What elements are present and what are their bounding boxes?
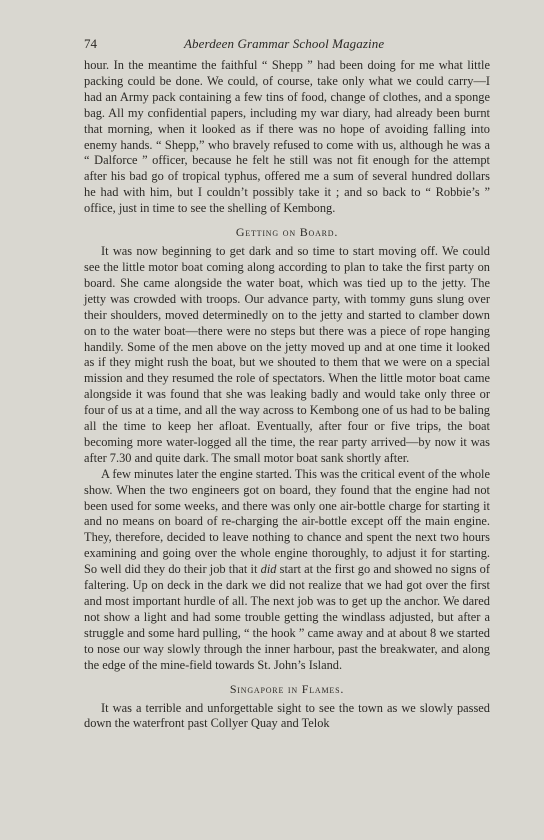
paragraph-1: hour. In the meantime the faithful “ Shepp ” had been doing for me what little packing could be done. We could, of course, take only what we could carry—I had an Army pack containing a few tins of food, change of clothes, and a sponge bag. All my confidential papers, including my war diary, had already been burnt that morning, when it looked as if there was no hope of avoiding falling into enemy hands. “ Shepp,” who bravely refused to come with us, although he was a “ Dalforce ” officer, because he felt he still was not fit enough for the attempt after his bad go of tropical typhus, offered me a sum of several hundred dollars he had with him, but I couldn’t possibly take it ; and so back to “ Robbie’s ” office, just in time to see the shelling of Kembong. [84, 58, 490, 216]
paragraph-3 [84, 467, 490, 674]
paragraph-3-text-a: A few minutes later the engine started. This was the critical event of the whole show. When the two engineers got on board, they found that the engine had not been used for some weeks, and there was only one air-bottle charge for starting it and no means on board of re-charging the air-bottle except off the main engine. They, therefore, decided to leave nothing to chance and spent the next two hours examining and going over the whole engine thoroughly, to adjust it for starting. So well did they do their job that it [84, 466, 490, 577]
paragraph-4: It was a terrible and unforgettable sight to see the town as we slowly passed down the waterfront past Collyer Quay and Telok [84, 700, 490, 731]
page-number: 74 [84, 36, 97, 51]
page-header [84, 36, 490, 54]
section-heading-getting-on-board: Getting on Board. [235, 225, 339, 240]
section-heading-singapore-in-flames: Singapore in Flames. [229, 681, 345, 696]
paragraph-3-text-b: start at the first go and showed no signs of faltering. Up on deck in the dark we did not realize that we had got over the first and most important hurdle of all. The next job was to get up the anchor. We dared not show a light and had some trouble getting the windlass adjusted, but after a struggle and some hard pulling, “ the hook ” came away and at about 8 we started to nose our way slowly through the inner harbour, past the breakwater, and along the edge of the mine-field towards St. John’s Island. [84, 562, 490, 672]
paragraph-2: It was now beginning to get dark and so time to start moving off. We could see the little motor boat coming along according to plan to take the first party on board. She came alongside the water boat, which was tied up to the jetty. The jetty was crowded with troops. Our advance party, with tommy guns slung over their shoulders, moved determinedly on to the jetty and started to clamber down on to the water boat—there were no steps but there was a piece of rope hanging handily. Some of the men above on the jetty moved up and at one time it looked as if they might rush the boat, but we shouted to them that we were on a special mission and they resumed the role of spectators. When the little motor boat came alongside it was found that she was leaking badly and would take only three or four of us at a time, and all the way across to Kembong one of us had to be baling all the time to keep her afloat. Eventually, after four or five trips, the boat becoming more water-logged all the time, the rear party arrived—by now it was after 7.30 and quite dark. The small motor boat sank shortly after. [84, 244, 490, 465]
body-text [84, 58, 490, 732]
paragraph-3-emphasis: did [260, 562, 277, 577]
running-title: Aberdeen Grammar School Magazine [184, 36, 385, 51]
